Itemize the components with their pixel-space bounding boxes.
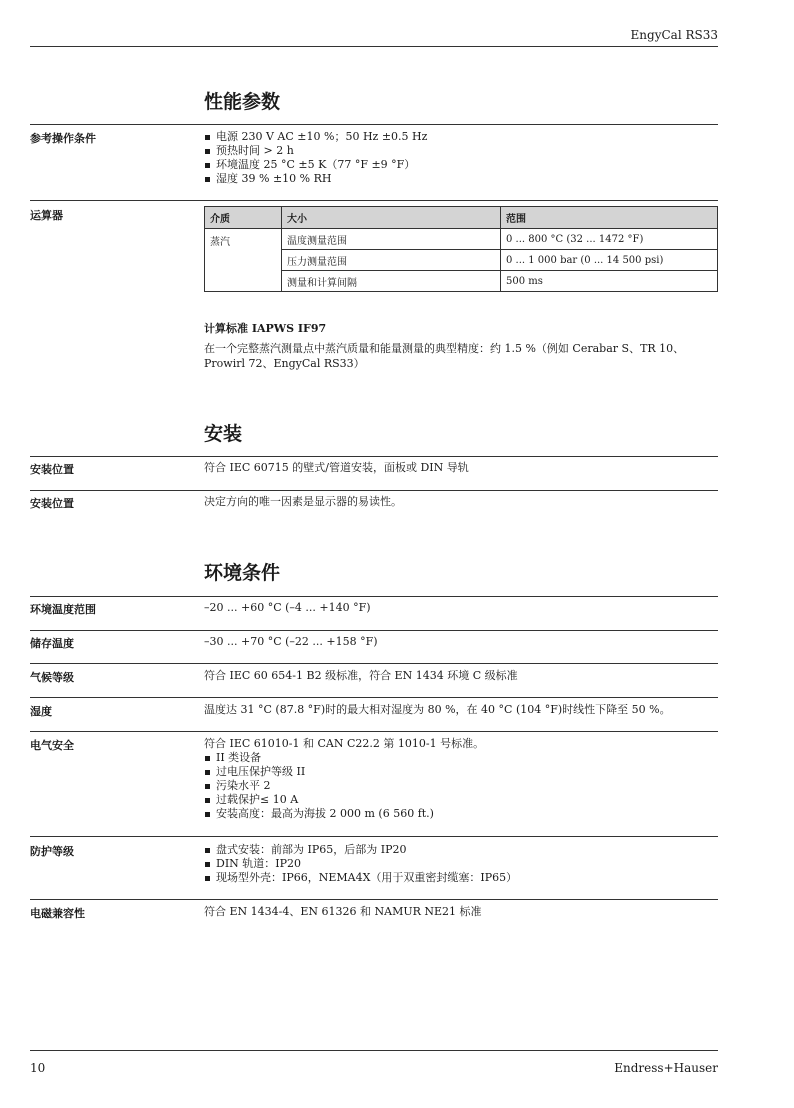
label-reference-conditions: 参考操作条件 — [30, 132, 96, 145]
electrical-safety-intro: 符合 IEC 61010-1 和 CAN C22.2 第 1010-1 号标准。 — [204, 737, 485, 750]
humidity-text: 温度达 31 °C (87.8 °F)时的最大相对湿度为 80 %，在 40 °C (104 °F)时线性下降至 50 %。 — [204, 703, 671, 716]
climate-class-text: 符合 IEC 60 654-1 B2 级标准，符合 EN 1434 环境 C 级标准 — [204, 669, 518, 682]
section-title-performance: 性能参数 — [204, 91, 281, 113]
column-header-quantity: 大小 — [282, 207, 501, 229]
label-storage-temperature: 储存温度 — [30, 637, 74, 650]
divider — [30, 124, 718, 125]
column-header-range: 范围 — [501, 207, 718, 229]
column-header-medium: 介质 — [205, 207, 282, 229]
list-item: 湿度 39 % ±10 % RH — [204, 172, 718, 186]
label-emc: 电磁兼容性 — [30, 907, 85, 920]
page-header — [30, 28, 718, 47]
list-item: 电源 230 V AC ±10 %；50 Hz ±0.5 Hz — [204, 130, 718, 144]
divider — [30, 836, 718, 837]
list-item: 安装高度：最高为海拔 2 000 m (6 560 ft.) — [204, 807, 718, 821]
installation-location-text: 符合 IEC 60715 的壁式/管道安装，面板或 DIN 导轨 — [204, 461, 469, 474]
label-installation-orientation: 安装位置 — [30, 497, 74, 510]
label-calculator: 运算器 — [30, 209, 63, 222]
page-footer — [30, 1050, 718, 1075]
list-item: 现场型外壳：IP66，NEMA4X（用于双重密封缆塞：IP65） — [204, 871, 718, 885]
label-humidity: 湿度 — [30, 705, 52, 718]
installation-orientation-text: 决定方向的唯一因素是显示器的易读性。 — [204, 495, 402, 508]
table-cell: 压力测量范围 — [282, 250, 501, 271]
ambient-temperature-text: –20 ... +60 °C (–4 ... +140 °F) — [204, 601, 371, 614]
label-ambient-temperature: 环境温度范围 — [30, 603, 96, 616]
list-item: 盘式安装：前部为 IP65，后部为 IP20 — [204, 843, 718, 857]
label-installation-location: 安装位置 — [30, 463, 74, 476]
accuracy-paragraph: 在一个完整蒸汽测量点中蒸汽质量和能量测量的典型精度：约 1.5 %（例如 Cerabar S、TR 10、Prowirl 72、EngyCal RS33） — [204, 342, 685, 370]
calculator-table — [204, 206, 718, 292]
table-row — [205, 250, 718, 271]
divider — [30, 731, 718, 732]
electrical-safety-block — [204, 737, 718, 821]
table-row — [205, 229, 718, 250]
list-item: 过载保护≤ 10 A — [204, 793, 718, 807]
table-header-row — [205, 207, 718, 229]
list-item: 污染水平 2 — [204, 779, 718, 793]
protection-class-list — [204, 843, 718, 885]
reference-conditions-list — [204, 130, 718, 186]
list-item: 过电压保护等级 II — [204, 765, 718, 779]
list-item: II 类设备 — [204, 751, 718, 765]
storage-temperature-text: –30 ... +70 °C (–22 ... +158 °F) — [204, 635, 378, 648]
divider — [30, 596, 718, 597]
section-title-environment: 环境条件 — [204, 562, 281, 584]
list-item: 预热时间 > 2 h — [204, 144, 718, 158]
section-title-installation: 安装 — [204, 423, 243, 445]
table-cell-medium: 蒸汽 — [205, 229, 282, 292]
divider — [30, 200, 718, 201]
label-electrical-safety: 电气安全 — [30, 739, 74, 752]
divider — [30, 456, 718, 457]
table-cell: 0 ... 800 °C (32 ... 1472 °F) — [501, 229, 718, 250]
list-item: DIN 轨道：IP20 — [204, 857, 718, 871]
table-cell: 0 ... 1 000 bar (0 ... 14 500 psi) — [501, 250, 718, 271]
emc-text: 符合 EN 1434-4、EN 61326 和 NAMUR NE21 标准 — [204, 905, 482, 918]
label-protection-class: 防护等级 — [30, 845, 74, 858]
brand-name: Endress+Hauser — [614, 1061, 718, 1075]
table-cell: 500 ms — [501, 271, 718, 292]
divider — [30, 899, 718, 900]
table-row — [205, 271, 718, 292]
divider — [30, 490, 718, 491]
calculation-standard-heading: 计算标准 IAPWS IF97 — [204, 322, 327, 335]
page-number: 10 — [30, 1061, 46, 1075]
table-cell: 测量和计算间隔 — [282, 271, 501, 292]
product-name: EngyCal RS33 — [630, 28, 718, 42]
divider — [30, 630, 718, 631]
divider — [30, 697, 718, 698]
label-climate-class: 气候等级 — [30, 671, 74, 684]
divider — [30, 663, 718, 664]
list-item: 环境温度 25 °C ±5 K（77 °F ±9 °F） — [204, 158, 718, 172]
table-cell: 温度测量范围 — [282, 229, 501, 250]
